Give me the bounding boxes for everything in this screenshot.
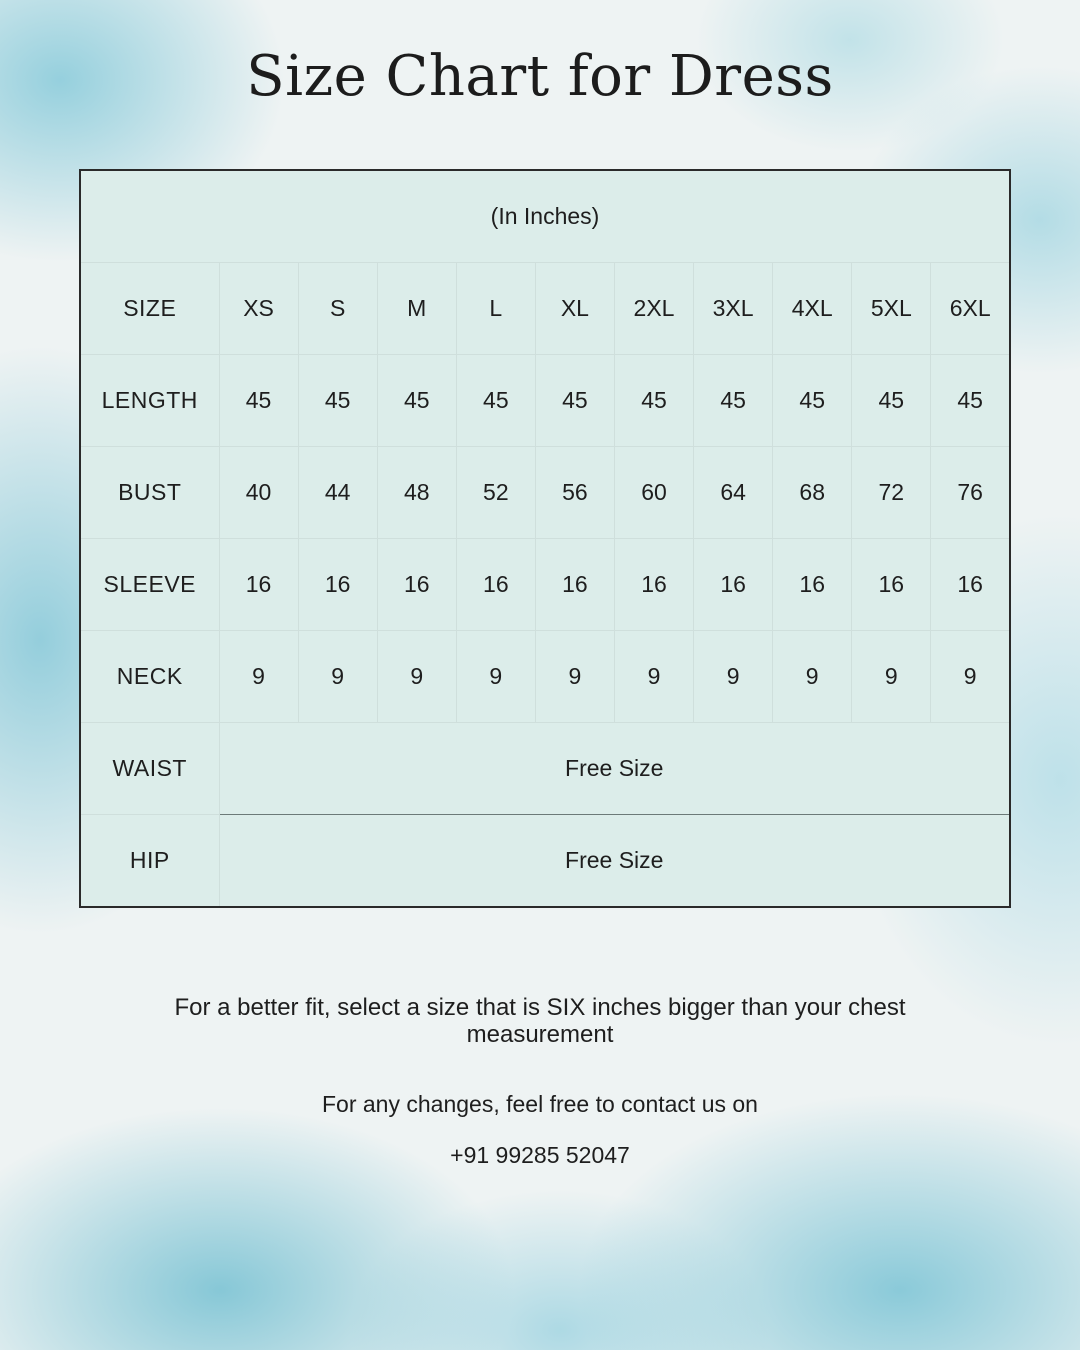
size-header-cell: S	[298, 263, 377, 355]
size-header-cell: 2XL	[614, 263, 693, 355]
value-cell: 48	[377, 447, 456, 539]
row-label: WAIST	[80, 723, 219, 815]
value-cell: 45	[298, 355, 377, 447]
size-header-cell: L	[456, 263, 535, 355]
phone-number: +91 99285 52047	[450, 1142, 630, 1168]
size-header-cell: XL	[535, 263, 614, 355]
size-header-cell: M	[377, 263, 456, 355]
value-cell: 16	[456, 539, 535, 631]
value-cell: 40	[219, 447, 298, 539]
value-cell: 16	[614, 539, 693, 631]
value-cell: 16	[694, 539, 773, 631]
value-cell: 9	[852, 631, 931, 723]
size-header-cell: 5XL	[852, 263, 931, 355]
free-size-cell: Free Size	[219, 815, 1010, 908]
page-title: Size Chart for Dress	[246, 44, 834, 109]
value-cell: 45	[694, 355, 773, 447]
value-cell: 16	[931, 539, 1010, 631]
contact-line-text: For any changes, feel free to contact us on	[322, 1091, 758, 1117]
value-cell: 16	[377, 539, 456, 631]
row-label: HIP	[80, 815, 219, 908]
value-cell: 68	[773, 447, 852, 539]
row-label: NECK	[80, 631, 219, 723]
size-header-cell: XS	[219, 263, 298, 355]
row-label: SLEEVE	[80, 539, 219, 631]
value-cell: 45	[535, 355, 614, 447]
size-chart-table	[79, 169, 1011, 908]
value-cell: 60	[614, 447, 693, 539]
value-cell: 56	[535, 447, 614, 539]
value-cell: 45	[456, 355, 535, 447]
value-cell: 45	[931, 355, 1010, 447]
size-header-label: SIZE	[80, 263, 219, 355]
value-cell: 45	[377, 355, 456, 447]
fit-tip-text: For a better fit, select a size that is SIX inches bigger than your chest measurement	[174, 994, 906, 1048]
value-cell: 9	[694, 631, 773, 723]
value-cell: 16	[298, 539, 377, 631]
value-cell: 9	[773, 631, 852, 723]
measurement-row-waist	[80, 723, 1010, 815]
free-size-cell: Free Size	[219, 723, 1010, 815]
value-cell: 52	[456, 447, 535, 539]
value-cell: 9	[298, 631, 377, 723]
value-cell: 9	[219, 631, 298, 723]
value-cell: 45	[852, 355, 931, 447]
value-cell: 16	[219, 539, 298, 631]
size-header-row	[80, 263, 1010, 355]
measurement-row-length	[80, 355, 1010, 447]
value-cell: 9	[614, 631, 693, 723]
value-cell: 9	[931, 631, 1010, 723]
caption-row	[80, 170, 1010, 263]
size-header-cell: 6XL	[931, 263, 1010, 355]
value-cell: 45	[219, 355, 298, 447]
value-cell: 9	[377, 631, 456, 723]
value-cell: 45	[773, 355, 852, 447]
measurement-row-neck	[80, 631, 1010, 723]
value-cell: 9	[535, 631, 614, 723]
table-caption: (In Inches)	[80, 170, 1010, 263]
value-cell: 72	[852, 447, 931, 539]
measurement-row-hip	[80, 815, 1010, 908]
value-cell: 16	[773, 539, 852, 631]
size-header-cell: 4XL	[773, 263, 852, 355]
measurement-row-sleeve	[80, 539, 1010, 631]
row-label: LENGTH	[80, 355, 219, 447]
size-header-cell: 3XL	[694, 263, 773, 355]
value-cell: 9	[456, 631, 535, 723]
measurement-row-bust	[80, 447, 1010, 539]
value-cell: 44	[298, 447, 377, 539]
row-label: BUST	[80, 447, 219, 539]
value-cell: 16	[535, 539, 614, 631]
value-cell: 45	[614, 355, 693, 447]
value-cell: 76	[931, 447, 1010, 539]
value-cell: 64	[694, 447, 773, 539]
value-cell: 16	[852, 539, 931, 631]
